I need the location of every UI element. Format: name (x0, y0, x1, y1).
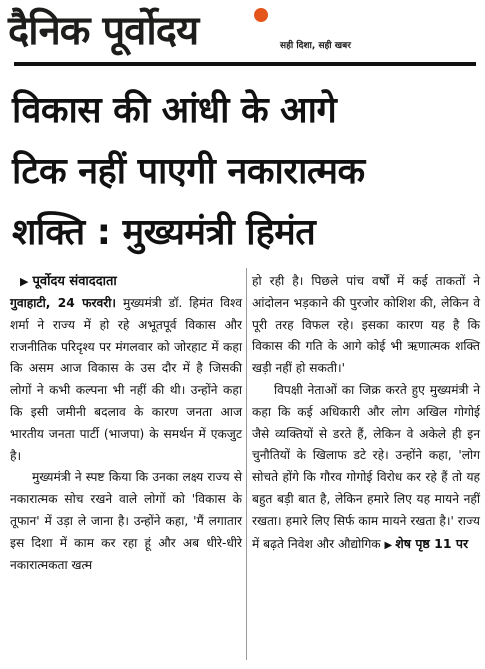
article-column-right (252, 271, 480, 556)
paragraph-1-text: मुख्यमंत्री डॉ. हिमंत विश्व शर्मा ने राज्य में हो रहे अभूतपूर्व विकास और राजनीतिक परिदृश्य पर मंगलवार को जोरहाट में कहा कि असम आज विकास के उस दौर में है जिसकी लोगों ने कभी कल्पना भी नहीं की थी। उन्होंने कहा कि इसी जमीनी बदलाव के कारण जनता आज भारतीय जनता पार्टी (भाजपा) के समर्थन में एकजुट है। (10, 296, 243, 463)
column-divider (246, 268, 247, 660)
continued-on-page (385, 536, 469, 551)
headline-line-3: शक्ति : मुख्यमंत्री हिमंत (12, 212, 316, 253)
headline (12, 80, 480, 263)
paragraph-4-text: विपक्षी नेताओं का जिक्र करते हुए मुख्यमंत्री ने कहा कि कई अधिकारी और लोग अखिल गोगोई जैसे व्यक्तियों से डरते हैं, लेकिन वे अकेले ही इन चुनौतियों के खिलाफ डटे रहे। उन्होंने कहा, 'लोग सोचते होंगे कि गौरव गोगोई विरोध कर रहे हैं तो यह बहुत बड़ी बात है, लेकिन हमारे लिए यह मायने नहीं रखता। हमारे लिए सिर्फ काम मायने रखता है।' राज्य में बढ़ते निवेश और औद्योगिक (252, 382, 480, 551)
masthead-rule (14, 62, 476, 66)
continued-text: शेष पृष्ठ 11 पर (395, 535, 469, 551)
newspaper-logo: दैनिक पूर्वोदय (8, 8, 199, 54)
article-paragraph-2: मुख्यमंत्री ने स्पष्ट किया कि उनका लक्ष्य राज्य से नकारात्मक सोच रखने वाले लोगों को 'विकास के तूफान' में उड़ा ले जाना है। उन्होंने कहा, 'मैं लगातार इस दिशा में काम कर रहा हूं और अब धीरे-धीरे नकारात्मकता खत्म (10, 470, 242, 572)
triangle-right-icon: ▶ (20, 275, 29, 288)
byline-text: पूर्वोदय संवाददाता (32, 274, 117, 289)
logo-dot-icon (254, 8, 268, 22)
headline-line-2: टिक नहीं पाएगी नकारात्मक (12, 151, 365, 192)
headline-line-1: विकास की आंधी के आगे (12, 90, 337, 131)
article-paragraph-3: हो रही है। पिछले पांच वर्षों में कई ताकतों ने आंदोलन भड़काने की पुरजोर कोशिश की, लेकिन वे पूरी तरह विफल रहे। इसका कारण यह है कि विकास की गति के आगे कोई भी ऋणात्मक शक्ति खड़ी नहीं हो सकती।' (252, 274, 480, 376)
article-column-left (10, 271, 242, 576)
tagline: सही दिशा, सही खबर (280, 41, 351, 51)
masthead (0, 0, 485, 76)
dateline: गुवाहाटी, 24 फरवरी। (10, 296, 116, 310)
byline (20, 271, 242, 293)
article-paragraph-4 (252, 380, 480, 556)
triangle-right-icon: ▶ (384, 539, 393, 551)
article-paragraph-1 (10, 293, 242, 467)
